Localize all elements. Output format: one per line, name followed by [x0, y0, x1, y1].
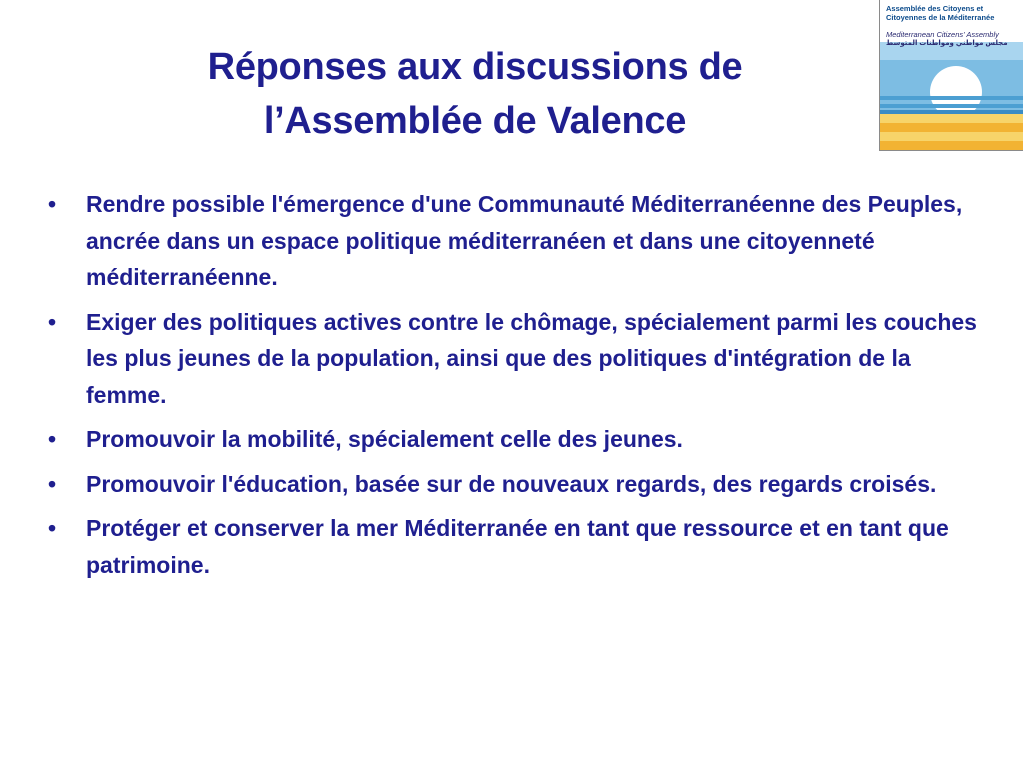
bullet-item: [46, 421, 986, 458]
bullet-dot-icon: •: [48, 515, 57, 541]
bullet-item: [46, 186, 986, 296]
bullet-item: [46, 510, 986, 583]
bullet-dot-icon: •: [48, 191, 57, 217]
bullet-text: Promouvoir la mobilité, spécialement celle des jeunes.: [86, 426, 683, 452]
bullet-dot-icon: •: [48, 470, 57, 497]
logo-lettering: [886, 4, 1020, 48]
logo-line-2: Citoyennes de la Méditerranée: [886, 13, 995, 22]
bullet-text: Protéger et conserver la mer Méditerranée en tant que ressource et en tant que patrimoine.: [86, 515, 949, 578]
title-line-2: l’Assemblée de Valence: [263, 100, 687, 142]
assembly-logo: [879, 0, 1023, 151]
slide-title: [100, 40, 850, 148]
bullet-text: Rendre possible l'émergence d'une Communauté Méditerranéenne des Peuples, ancrée dans un espace politique méditerranéen et dans une citoyenneté méditerranéenne.: [86, 191, 963, 290]
bullet-list: [46, 186, 986, 591]
bullet-text: Exiger des politiques actives contre le chômage, spécialement parmi les couches les plus jeunes de la population, ainsi que des politiques d'intégration de la femme.: [86, 308, 977, 408]
logo-line-1: Assemblée des Citoyens et: [886, 4, 984, 13]
bullet-text: Promouvoir l'éducation, basée sur de nouveaux regards, des regards croisés.: [86, 470, 937, 497]
bullet-dot-icon: •: [48, 426, 57, 452]
bullet-item: [46, 304, 986, 414]
bullet-item: [46, 466, 986, 503]
logo-line-3: Mediterranean Citizens' Assembly: [886, 30, 999, 39]
bullet-dot-icon: •: [48, 308, 57, 335]
logo-line-4: مجلس مواطني ومواطنات المتوسط: [886, 40, 1008, 47]
title-line-1: Réponses aux discussions de: [207, 46, 743, 88]
